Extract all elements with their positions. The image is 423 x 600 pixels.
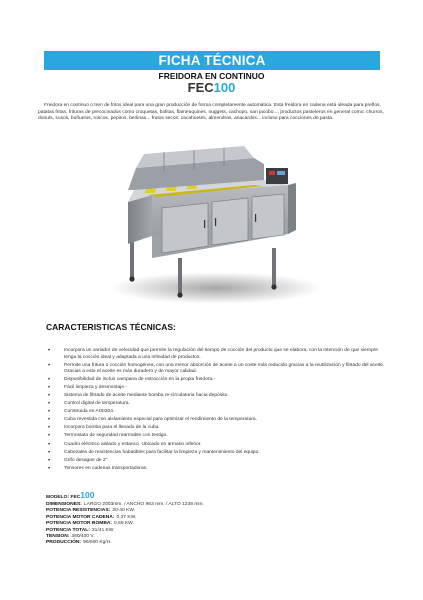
bullet-icon: • [48,401,51,408]
bullet-icon: • [48,362,51,369]
bullet-icon: • [48,465,51,472]
list-item: • Cuba revestida con aislamiento especial para optimizar el rendimiento de la temperatura. [48,417,258,424]
bullet-icon: • [48,457,51,464]
list-item: • Construida en AISI304. [48,409,115,416]
list-item: • Permite una fritura o cocción homogénea, con una menor absorción de aceite a un coste más reducido gracias a la reutilización y filtrado del aceite. Gracias a esto el aceite es más duradero y de mayor calidad. [48,362,385,375]
bullet-icon: • [48,441,51,448]
list-item: • Termostato de seguridad rearmable con testigo. [48,433,168,440]
bullet-icon: • [48,433,51,440]
fryer-illustration [104,140,319,305]
spec-chain-motor: POTENCIA MOTOR CADENA: 0,37 KW. [46,514,137,520]
spec-model: MODELO: FEC100 [46,490,95,500]
section-title: CARACTERISTICAS TÉCNICAS: [46,322,176,332]
spec-total-power: POTENCIA TOTAL: 31/41 KW [46,527,114,533]
bullet-icon: • [48,425,51,432]
fryer-machine-image [104,140,319,305]
model-number: 100 [213,80,236,95]
bullet-icon: • [48,348,51,354]
intro-paragraph: Freidora en continuo o tren de fritos ideal para una gran producción de forma completamente automática. Esta freidora en cadena está ideada para preflos, patatas fritas, frituras de precocinados como croquetas, bolitas, flamenquines, nuggets, cachopo, san jacobo..., productos pasteleros en general como: churros, donuts, susos, buñuelos, roscos, pepitos, berlinas... frutos secos: cacahuetes, almendras, anacardos... incluso para cocciones de pasta. [38,103,384,121]
bullet-icon: • [48,385,51,392]
list-item: • Disponibilidad de incluir campana de extracción en la propia freidora.- [48,377,216,384]
list-item: • Grifo desagüe de 2". [48,457,109,464]
model-prefix: FEC [187,80,214,95]
spec-production: PRODUCCIÓN: 90/600 Kg/H. [46,540,112,546]
product-subtitle: FREIDORA EN CONTINUO [158,71,265,81]
spec-dimensions: DIMENSIONES: LARGO 2003mm. / ANCHO 953 mm. / ALTO 1238 mm. [46,502,204,507]
model-code [0,80,423,95]
bullet-icon: • [48,377,51,384]
list-item: • Incorpora bomba para el llenado de la cuba. [48,425,160,432]
bullet-icon: • [48,417,51,424]
list-item: • Tensores en cadenas transportadoras. [48,465,148,472]
list-item: • Fácil limpieza y desmontaje.- [48,385,128,392]
list-item: • Sistema de filtrado de aceite mediante bomba re-circulatoria hacia depósito. [48,393,229,400]
bullet-icon: • [48,409,51,416]
datasheet-banner: FICHA TÉCNICA [44,51,380,70]
spec-heating-power: POTENCIA RESISTENCIAS: 30-40 KW. [46,508,136,514]
spec-pump-motor: POTENCIA MOTOR BOMBA: 0,55 KW. [46,521,134,527]
list-item: • Control digital de temperatura. [48,401,130,408]
bullet-icon: • [48,449,51,456]
list-item: • Cuadro eléctrico aislado y estanco. Ubicado en armario inferior. [48,441,202,448]
spec-block [46,491,386,547]
spec-voltage: TENSION: 380/400 V. [46,534,95,540]
bullet-icon: • [48,393,51,400]
feature-list [40,348,390,474]
list-item: • Cabezales de resistencias habatibles para facilitar la limpieza y mantenimiento del equipo. [48,449,260,456]
list-item: • Incorpora un variador de velocidad que permite la regulación del tiempo de cocción del producto que se elabora, con la intención de que siempre tenga la cocción ideal y adaptada a una infinidad de productos. [48,348,379,360]
